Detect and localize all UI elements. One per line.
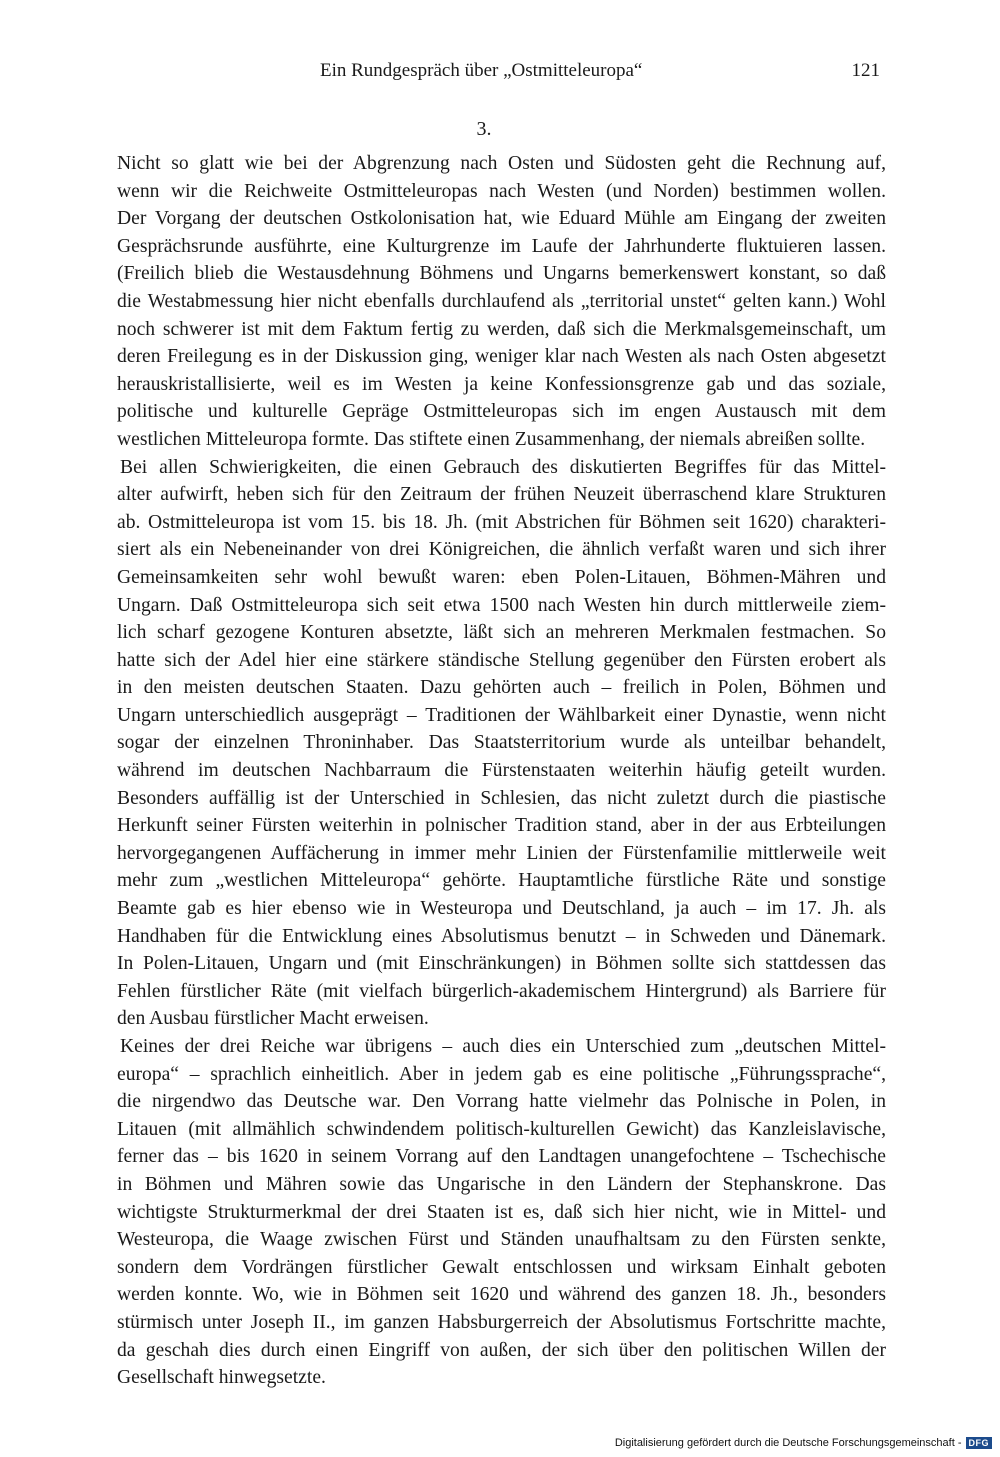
text-line: Ungarn unterschiedlich ausgeprägt – Traditionen der Wählbarkeit einer Dynastie, wenn nicht: [117, 704, 886, 726]
text-line: Litauen (mit allmählich schwindendem politisch-kulturellen Gewicht) das Kanzleislavische,: [117, 1118, 886, 1140]
running-title: Ein Rundgespräch über „Ostmitteleuropa“: [320, 60, 643, 81]
text-line: werden konnte. Wo, wie in Böhmen seit 1620 und während des ganzen 18. Jh., besonders: [117, 1284, 886, 1306]
text-line: westlichen Mitteleuropa formte. Das stiftete einen Zusammenhang, der niemals abreißen sollte.: [117, 428, 866, 450]
text-line: ferner das – bis 1620 in seinem Vorrang auf den Landtagen unangefochtene – Tschechische: [117, 1146, 886, 1168]
text-line: mehr zum „westlichen Mitteleuropa“ gehörte. Hauptamtliche fürstliche Räte und sonstige: [117, 870, 886, 892]
dfg-logo: DFG: [966, 1437, 993, 1449]
text-line: alter aufwirft, heben sich für den Zeitraum der frühen Neuzeit überraschend klare Strukturen: [117, 484, 886, 506]
text-line: sondern dem Vordrängen fürstlicher Gewalt entschlossen und wirksam Einhalt geboten: [117, 1256, 886, 1278]
page-number: 121: [851, 60, 880, 81]
digitization-credit: Digitalisierung gefördert durch die Deutsche Forschungsgemeinschaft -: [614, 1437, 962, 1449]
paragraph: [117, 454, 886, 1033]
text-line: Nicht so glatt wie bei der Abgrenzung nach Osten und Südosten geht die Rechnung auf,: [117, 153, 886, 174]
text-line: noch schwerer ist mit dem Faktum fertig zu werden, daß sich die Merkmalsgemeinschaft, um: [117, 318, 886, 340]
text-line: Der Vorgang der deutschen Ostkolonisation hat, wie Eduard Mühle am Eingang der zweiten: [117, 208, 886, 230]
text-line: da geschah dies durch einen Eingriff von außen, der sich über den politischen Willen der: [117, 1339, 886, 1361]
text-line: lich scharf gezogene Konturen absetzte, läßt sich an mehreren Merkmalen festmachen. So: [117, 622, 886, 644]
text-line: Herkunft seiner Fürsten weiterhin in polnischer Tradition stand, aber in der aus Erbteilungen: [117, 815, 886, 837]
text-line: Gemeinsamkeiten sehr wohl bewußt waren: eben Polen-Litauen, Böhmen-Mähren und: [117, 566, 886, 588]
text-line: Handhaben für die Entwicklung eines Absolutismus benutzt – in Schweden und Dänemark.: [117, 925, 886, 947]
body-text: [117, 150, 886, 1392]
text-line: wenn wir die Reichweite Ostmitteleuropas nach Westen (und Norden) bestimmen wollen.: [117, 180, 886, 202]
text-line: ab. Ostmitteleuropa ist vom 15. bis 18. Jh. (mit Abstrichen für Böhmen seit 1620) charakteri-: [117, 511, 886, 533]
text-line: deren Freilegung es in der Diskussion ging, weniger klar nach Westen als nach Osten abgesetzt: [117, 346, 886, 368]
text-line: Gesellschaft hinwegsetzte.: [117, 1367, 326, 1389]
section-number: 3.: [476, 118, 492, 140]
text-line: Fehlen fürstlicher Räte (mit vielfach bürgerlich-akademischem Hintergrund) als Barriere für: [117, 980, 886, 1002]
text-line: Besonders auffällig ist der Unterschied in Schlesien, das nicht zuletzt durch die piastische: [117, 787, 886, 809]
text-line: Westeuropa, die Waage zwischen Fürst und Ständen unaufhaltsam zu den Fürsten senkte,: [117, 1229, 886, 1251]
text-line: hatte sich der Adel hier eine stärkere ständische Stellung gegenüber den Fürsten erobert als: [117, 649, 886, 671]
text-line: Bei allen Schwierigkeiten, die einen Gebrauch des diskutierten Begriffes für das Mittel-: [120, 456, 886, 478]
text-line: wichtigste Strukturmerkmal der drei Staaten ist es, daß sich hier nicht, wie in Mittel- und: [117, 1201, 886, 1223]
text-line: Beamte gab es hier ebenso wie in Westeuropa und Deutschland, ja auch – im 17. Jh. als: [117, 898, 886, 920]
text-line: während im deutschen Nachbarraum die Fürstenstaaten weiterhin häufig geteilt wurden.: [117, 760, 886, 782]
text-line: in den meisten deutschen Staaten. Dazu gehörten auch – freilich in Polen, Böhmen und: [117, 677, 886, 699]
paragraph: [117, 1033, 886, 1392]
text-line: Ungarn. Daß Ostmitteleuropa sich seit etwa 1500 nach Westen hin durch mittlerweile ziem-: [117, 594, 886, 616]
digitization-footer: [615, 1437, 992, 1449]
text-line: politische und kulturelle Gepräge Ostmitteleuropas sich im engen Austausch mit dem: [117, 401, 886, 423]
text-line: europa“ – sprachlich einheitlich. Aber in jedem gab es eine politische „Führungssprache“,: [117, 1063, 886, 1085]
text-line: stürmisch unter Joseph II., im ganzen Habsburgerreich der Absolutismus Fortschritte machte,: [117, 1311, 886, 1333]
text-line: die Westabmessung hier nicht ebenfalls durchlaufend als „territorial unstet“ gelten kann.) Wohl: [117, 290, 886, 312]
text-line: In Polen-Litauen, Ungarn und (mit Einschränkungen) in Böhmen sollte sich stattdessen das: [117, 953, 886, 975]
text-line: sogar der einzelnen Throninhaber. Das Staatsterritorium wurde als unteilbar behandelt,: [117, 732, 886, 754]
text-line: (Freilich blieb die Westausdehnung Böhmens und Ungarns bemerkenswert konstant, so daß: [117, 263, 886, 285]
text-line: Keines der drei Reiche war übrigens – auch dies ein Unterschied zum „deutschen Mittel-: [120, 1036, 886, 1057]
text-line: hervorgegangenen Auffächerung in immer mehr Linien der Fürstenfamilie mittlerweile weit: [117, 842, 886, 864]
running-head: [120, 60, 880, 90]
text-line: die nirgendwo das Deutsche war. Den Vorrang hatte vielmehr das Polnische in Polen, in: [117, 1091, 886, 1113]
text-line: den Ausbau fürstlicher Macht erweisen.: [117, 1008, 429, 1030]
text-line: in Böhmen und Mähren sowie das Ungarische in den Ländern der Stephanskrone. Das: [117, 1173, 886, 1195]
text-line: Gesprächsrunde ausführte, eine Kulturgrenze im Laufe der Jahrhunderte fluktuieren lassen.: [117, 235, 886, 257]
text-line: herauskristallisierte, weil es im Westen ja keine Konfessionsgrenze gab und das soziale,: [117, 373, 886, 395]
text-line: siert als ein Nebeneinander von drei Königreichen, die ähnlich verfaßt waren und sich ihrer: [117, 539, 886, 561]
paragraph: [117, 150, 886, 454]
